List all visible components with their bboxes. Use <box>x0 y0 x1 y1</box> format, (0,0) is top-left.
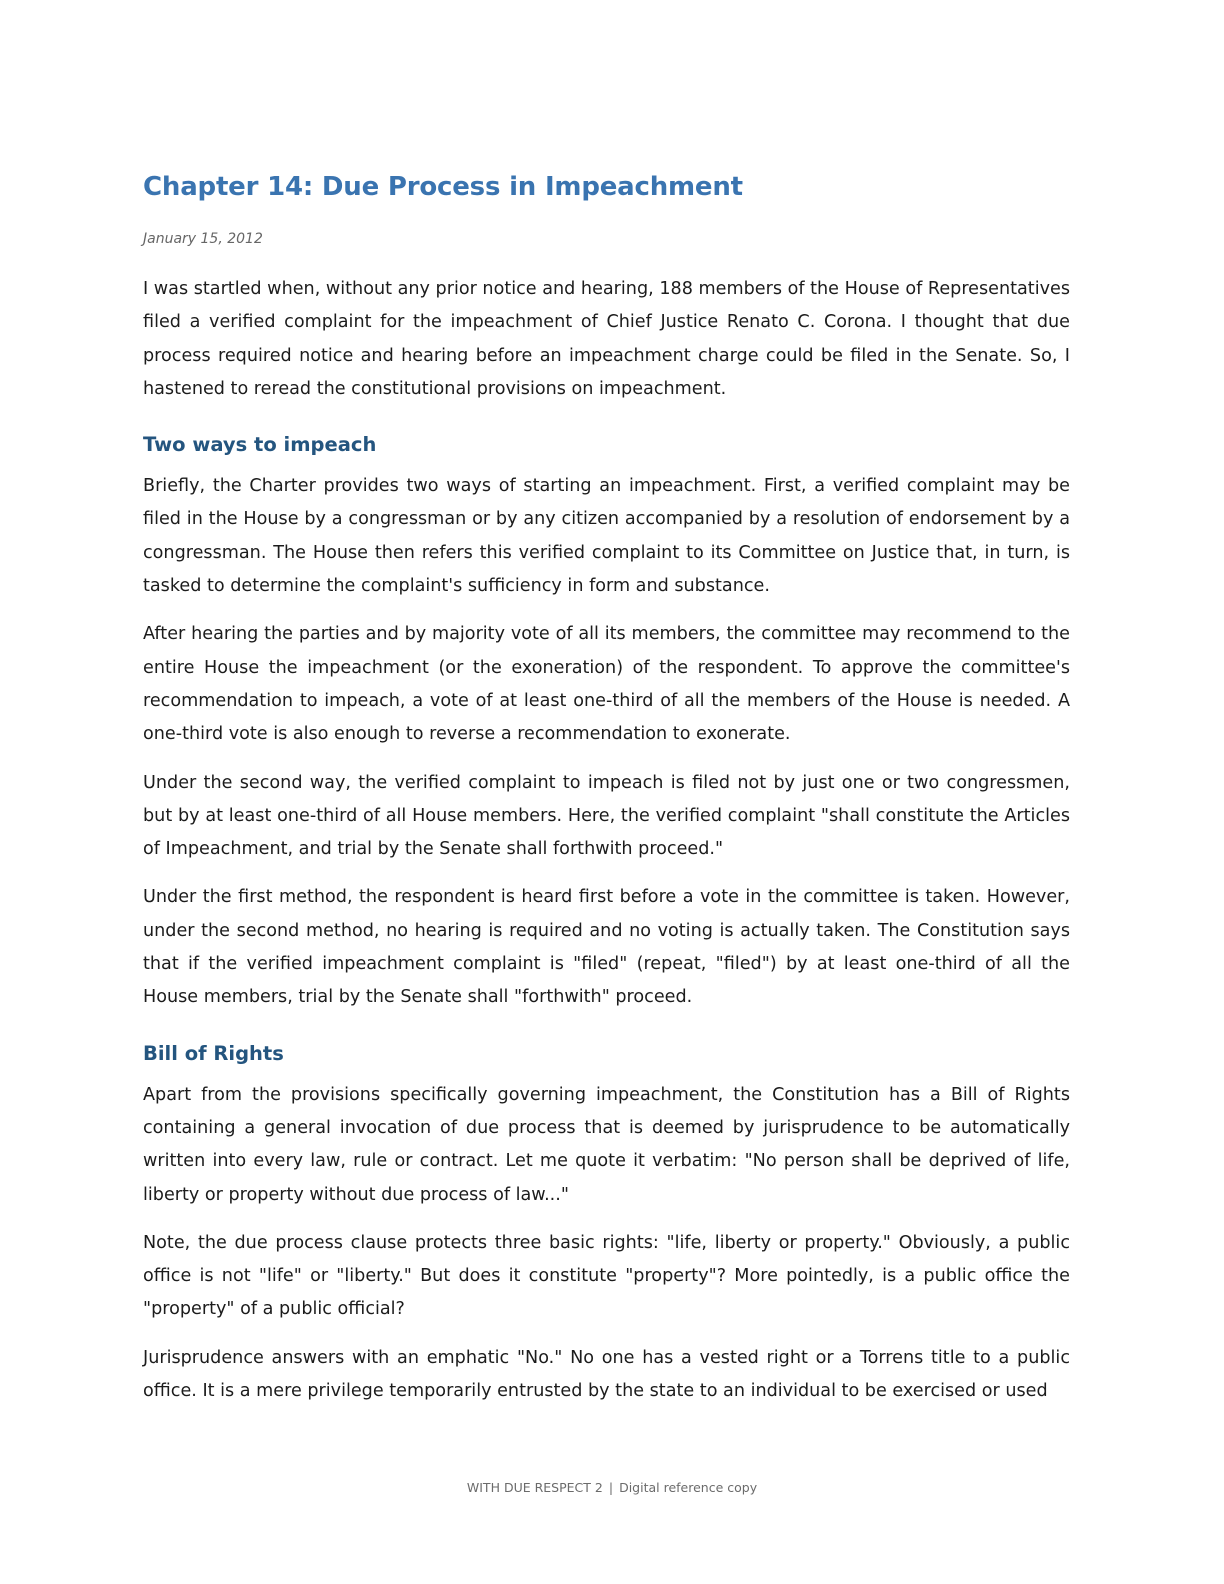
paragraph: Apart from the provisions specifically governing impeachment, the Constitution has a Bill of Rights containing a general invocation of due process that is deemed by jurisprudence to be automatically written into every law, rule or contract. Let me quote it verbatim: "No person shall be deprived of life, liberty or property without due process of law..." <box>143 1084 1070 1205</box>
section-heading-two-ways: Two ways to impeach <box>143 433 377 457</box>
footer-separator: | <box>608 1480 614 1495</box>
paragraph: Briefly, the Charter provides two ways of starting an impeachment. First, a verified complaint may be filed in the House by a congressman or by any citizen accompanied by a resolution of endorsement by a congressman. The House then refers this verified complaint to its Committee on Justice that, in turn, is tasked to determine the complaint's sufficiency in form and substance. <box>143 476 1070 597</box>
chapter-date: January 15, 2012 <box>143 231 263 247</box>
intro-paragraph: I was startled when, without any prior notice and hearing, 188 members of the House of Representatives filed a verified complaint for the impeachment of Chief Justice Renato C. Corona. I thought that due process required notice and hearing before an impeachment charge could be filed in the Senate. So, I hastened to reread the constitutional provisions on impeachment. <box>143 279 1070 399</box>
footer-note: Digital reference copy <box>619 1480 758 1495</box>
chapter-body <box>143 273 1070 1423</box>
paragraph: Note, the due process clause protects three basic rights: "life, liberty or property." Obviously, a public office is not "life" or "liberty." But does it constitute "property"? More pointedly, is a public office the "property" of a public official? <box>143 1232 1070 1320</box>
footer-book-title: WITH DUE RESPECT 2 <box>466 1480 603 1495</box>
paragraph: After hearing the parties and by majority vote of all its members, the committee may recommend to the entire House the impeachment (or the exoneration) of the respondent. To approve the committee's recommendation to impeach, a vote of at least one-third of all the members of the House is needed. A one-third vote is also enough to reverse a recommendation to exonerate. <box>143 624 1070 745</box>
paragraph: Under the second way, the verified complaint to impeach is filed not by just one or two congressmen, but by at least one-third of all House members. Here, the verified complaint "shall constitute the Articles of Impeachment, and trial by the Senate shall forthwith proceed." <box>143 772 1070 860</box>
section-heading-bill-of-rights: Bill of Rights <box>143 1041 284 1065</box>
chapter-title: Chapter 14: Due Process in Impeachment <box>143 172 743 202</box>
page-footer <box>0 1480 1224 1495</box>
paragraph: Under the first method, the respondent is heard first before a vote in the committee is taken. However, under the second method, no hearing is required and no voting is actually taken. The Constitution says that if the verified impeachment complaint is "filed" (repeat, "filed") by at least one-third of all the House members, trial by the Senate shall "forthwith" proceed. <box>143 887 1070 1008</box>
paragraph: Jurisprudence answers with an emphatic "No." No one has a vested right or a Torrens title to a public office. It is a mere privilege temporarily entrusted by the state to an individual to be exercised or used <box>143 1347 1070 1402</box>
